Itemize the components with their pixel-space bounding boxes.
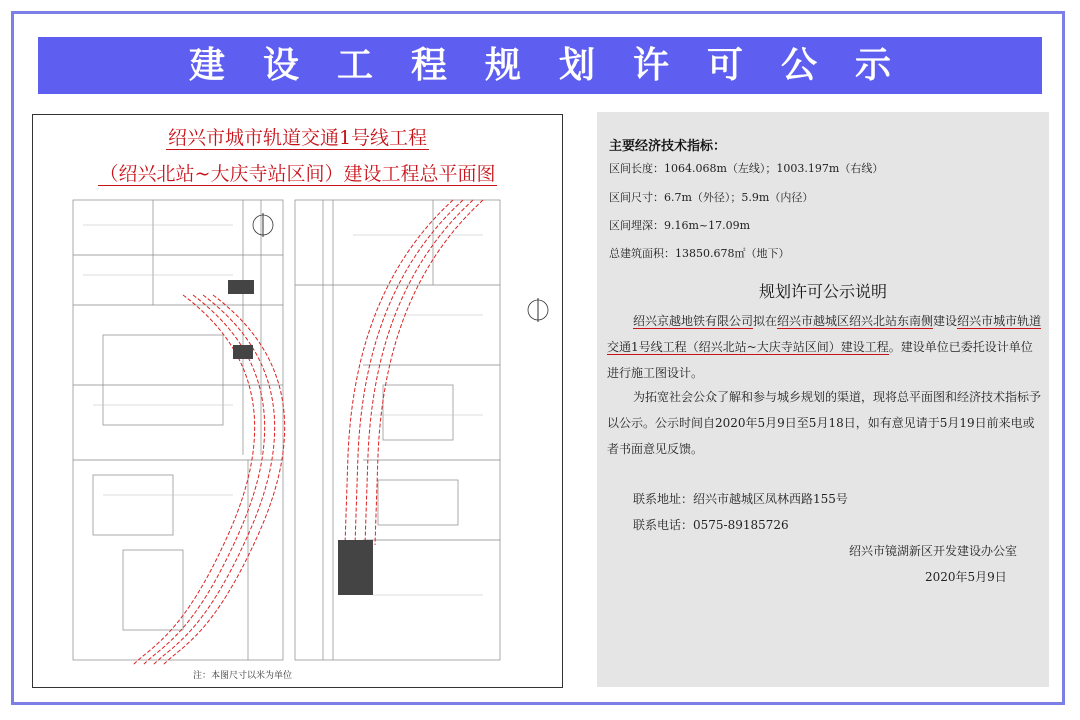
site-plan-drawing: [32, 114, 563, 688]
company-name: 绍兴京越地铁有限公司: [633, 314, 754, 328]
info-panel: [597, 112, 1049, 687]
banner-title: 建设工程规划许可公示: [188, 45, 929, 86]
indicator-area: 总建筑面积：13850.678㎡（地下）: [609, 247, 790, 260]
notice-title: 规划许可公示说明: [758, 282, 887, 301]
drawing-title-line1: 绍兴市城市轨道交通1号线工程: [167, 127, 428, 149]
title-banner: [38, 37, 1042, 94]
indicator-length: 区间长度：1064.068m（左线）；1003.197m（右线）: [609, 162, 884, 175]
drawing-title-line2: （绍兴北站~大庆寺站区间）建设工程总平面图: [99, 163, 496, 185]
project-location: 绍兴市越城区绍兴北站东南侧: [777, 314, 934, 328]
indicators-heading: 主要经济技术指标：: [609, 139, 727, 154]
notice-date: 2020年5月9日: [925, 570, 1007, 584]
indicator-size: 区间尺寸：6.7m（外径）；5.9m（内径）: [609, 191, 814, 204]
issuing-office: 绍兴市镜湖新区开发建设办公室: [849, 544, 1018, 558]
notice-paragraph-2: 为拓宽社会公众了解和参与城乡规划的渠道，现将总平面图和经济技术指标予以公示。公示时间自2020年5月9日至5月18日，如有意见请于5月19日前来电或者书面意见反馈。: [607, 390, 1042, 456]
contact-address: 联系地址：绍兴市越城区凤林西路155号: [633, 492, 848, 506]
project-name: 绍兴市城市轨道交通1号线工程（绍兴北站~大庆寺站区间）建设工程: [607, 314, 1042, 354]
site-plan-map: [33, 195, 563, 665]
contact-phone: 联系电话：0575-89185726: [633, 518, 789, 532]
notice-paragraph-1: 绍兴京越地铁有限公司拟在绍兴市越城区绍兴北站东南侧建设绍兴市城市轨道交通1号线工程（绍兴北站~大庆寺站区间）建设工程。建设单位已委托设计单位进行施工图设计。: [607, 314, 1042, 380]
indicator-depth: 区间埋深：9.16m~17.09m: [609, 219, 751, 232]
drawing-note: 注：本图尺寸以米为单位: [193, 671, 293, 681]
